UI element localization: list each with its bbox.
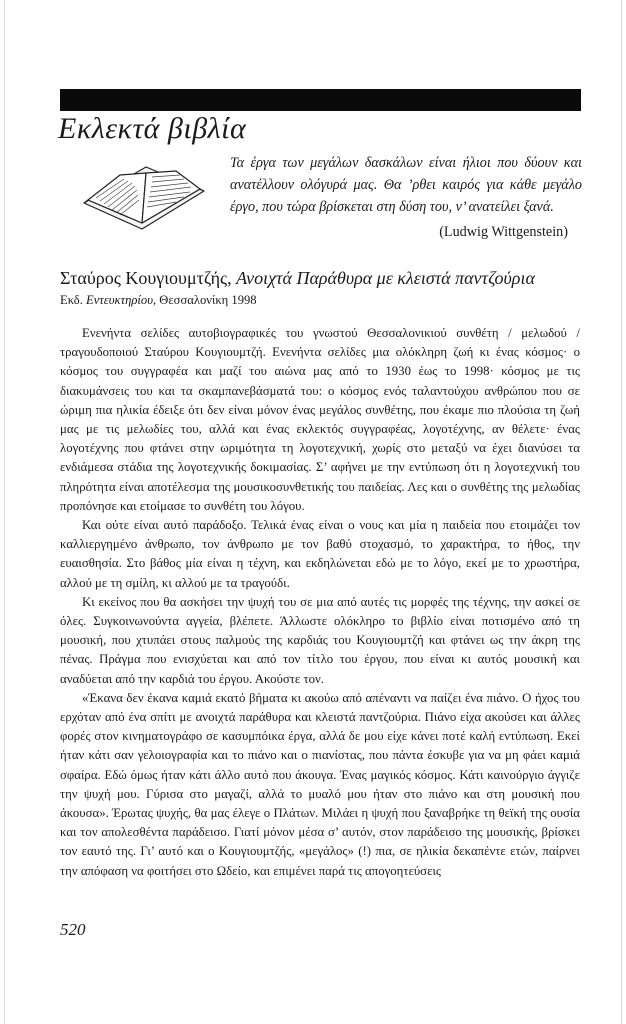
section-header-bar	[60, 89, 581, 111]
page-number: 520	[60, 920, 86, 939]
open-book-icon	[80, 165, 208, 235]
book-heading	[60, 266, 600, 290]
epigraph-author: (Ludwig Wittgenstein)	[439, 224, 568, 240]
review-paragraph: Κι εκείνος που θα ασκήσει την ψυχή του σε μια από αυτές τις μορφές της τέχνης, την ασκεί σε όλες. Συγκοινωνούντα αγγεία, βλέπετε. Άλλωστε ολόκληρο το βιβλίο είναι ποτισμένο από τη μουσική, που χτυπάει στους παλμούς της καρδιάς του Κουγιουμτζή και φτάνει ως την άκρη της πένας. Πράγμα που ενισχύεται και από τον τίτλο του έργου, που είναι κι αυτός μουσική και αναδύεται από την καρδιά του έργου. Ακούστε τον.	[60, 594, 580, 686]
review-body	[60, 324, 580, 881]
review-paragraph: Και ούτε είναι αυτό παράδοξο. Τελικά ένας είναι ο νους και μία η παιδεία που ετοιμάζει τον καλλιεργημένο άνθρωπο, τον άνθρωπο με τον βαθύ στοχασμό, το χαρακτήρα, το ήθος, την ευαισθησία. Στο βάθος μία είναι η τέχνη, και εκδηλώνεται εδώ με το λόγο, εκεί με το χρωστήρα, αλλού με τη σμίλη, κι αλλού με τα τραγούδι.	[60, 518, 580, 590]
review-paragraph: Ενενήντα σελίδες αυτοβιογραφικές του γνωστού Θεσσαλονικιού συνθέτη / μελωδού / τραγουδοποιού Σταύρου Κουγιουμτζή. Ενενήντα σελίδες μια ολόκληρη ζωή κι ένας κόσμος· ο κόσμος του συγγραφέα και μαζί του αιώνα μας από το 1930 έως το 1998· κόσμος με τις διακυμάνσεις του και τα σκαμπανεβάσματά του: ο κόσμος ενός ταλαντούχου ανθρώπου που σε ώριμη πια ηλικία έδειξε ότι δεν είναι μόνον ένας μεγάλος συνθέτης, που έκαμε πιο πλούσια τη ζωή μας με τις μελωδίες του, αλλά και ένας εκλεκτός συγγραφέας, λογοτέχνης, αν θέλετε· ένας λογοτέχνης που φτάνει στην ωριμότητα τη λογοτεχνική, χωρίς στο μεταξύ να έχει διανύσει τα ενδιάμεσα στάδια της λογοτεχνικής δοκιμασίας. Σ’ αφήνει με την εντύπωση ότι η λογοτεχνική του πληρότητα είναι αποτέλεσμα της μουσικοσυνθετικής του παιδείας. Λες και ο συνθέτης της μελωδίας προπόνησε και ετοίμασε το συνθέτη του λόγου.	[60, 326, 580, 513]
publisher-prefix: Εκδ.	[60, 293, 83, 307]
epigraph	[230, 152, 582, 241]
book-author: Σταύρος Κουγιουμτζής,	[60, 268, 232, 288]
section-title: Εκλεκτά βιβλία	[58, 112, 247, 145]
publisher-place-year: Θεσσαλονίκη 1998	[159, 293, 257, 307]
epigraph-quote: Τα έργα των μεγάλων δασκάλων είναι ήλιοι που δύουν και ανατέλλουν ολόγυρά μας. Θα ’ρθει καιρός για κάθε μεγάλο έργο, που τώρα βρίσκεται στη δύση του, ν’ ανατείλει ξανά.	[230, 155, 582, 215]
book-title: Ανοιχτά Παράθυρα με κλειστά παντζούρια	[236, 268, 535, 288]
publisher-name: Εντευκτηρίου,	[86, 293, 157, 307]
review-paragraph: «Έκανα δεν έκανα καμιά εκατό βήματα κι ακούω από απέναντι να παίζει ένα πιάνο. Ο ήχος του ερχόταν από ένα σπίτι με ανοιχτά παράθυρα και κλειστά παντζούρια. Πιάνο είχα ακούσει και άλλες φορές στον κινηματογράφο σε κασυμπόικα έργα, αλλά δε μου είχε κάνει ποτέ καλή εντύπωση. Εκεί ήταν κάτι σαν γελοιογραφία και το πιάνο και ο πιανίστας, που πάντα έσκυβε για να μη φάει καμιά σφαίρα. Εδώ όμως ήταν κάτι άλλο αυτό που άκουγα. Ένας μαγικός κόσμος. Κάτι καινούργιο άγγιζε την ψυχή μου. Γύρισα στο μαγαζί, αλλά το μυαλό μου ήταν στο πιάνο και στη μουσική που άκουσα». Έρωτας ψυχής, θα μας έλεγε ο Πλάτων. Μιλάει η ψυχή που ξαναβρήκε τη θεϊκή της ουσία και τον απολεσθέντα παράδεισο. Γιατί μόνον μέσα σ’ αυτόν, στον παράδεισο της μουσικής, βρίσκει τον εαυτό της. Γι’ αυτό και ο Κουγιουμτζής, «μεγάλος» (!) πια, σε ηλικία δεκαπέντε ετών, παίρνει την απόφαση να φοιτήσει στο Ωδείο, και επιμένει παρά τις απογοητεύσεις	[60, 690, 580, 878]
publisher-line	[60, 291, 257, 309]
